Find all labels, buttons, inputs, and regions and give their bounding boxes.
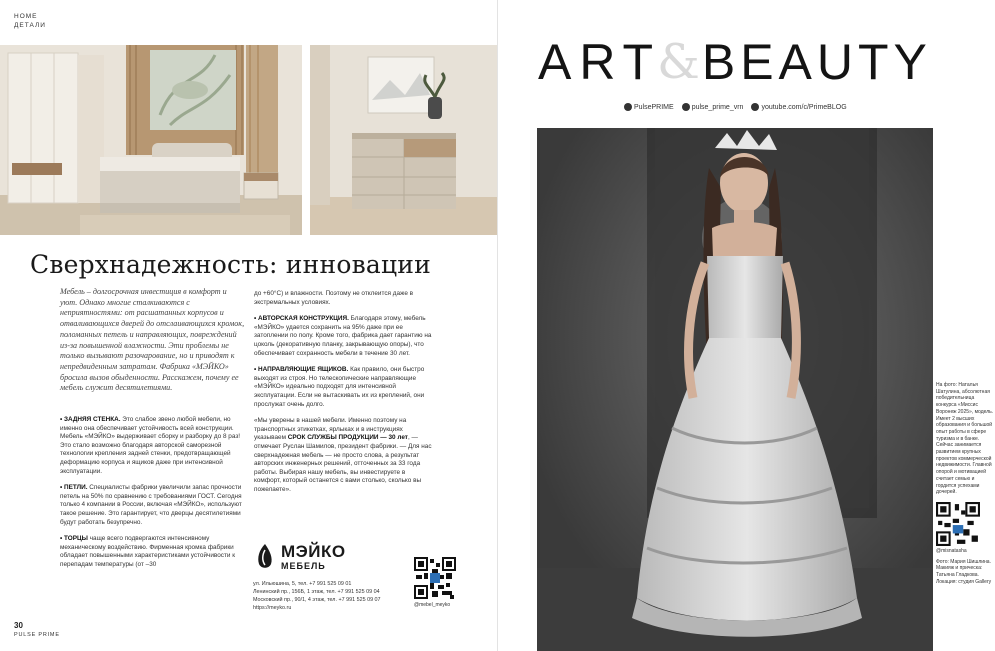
section-top: HOME	[14, 13, 38, 20]
masthead-art: ART	[538, 34, 662, 90]
social-youtube[interactable]: youtube.com/c/PrimeBLOG	[751, 103, 846, 111]
address-line: ул. Ильюшина, 5, тел. +7 991 525 09 01	[253, 581, 352, 587]
youtube-icon	[751, 103, 759, 111]
meyko-qr-code	[414, 557, 456, 599]
president-quote: «Мы уверены в нашей мебели. Именно поэтому на транспортных этикетках, ярлыках и в инструкциях указываем СРОК СЛУЖБЫ ПРОДУКЦИИ — 30 лет, — отмечает Руслан Шамилов, президент фабрики. — Для нас сверхнадежная мебель — не просто слова, а результат авторских инженерных решений, отточенных за 33 года работы. Выбирая нашу мебель, вы инвестируете в комфорт, который останется с вами столько, сколько вы пожелаете».	[254, 417, 432, 493]
model-photo	[537, 128, 933, 651]
list-item: • ТОРЦЫ чаще всего подвергаются интенсивному механическому воздействию. Фирменная кромка фабрики обладает повышенными характеристиками устойчивости к перепадам температуры (от –30	[60, 535, 236, 568]
list-item: • ПЕТЛИ. Специалисты фабрики увеличили запас прочности петель на 50% по сравнению с требованиями ГОСТ. Сегодня только 4 компании в России, включая «МЭЙКО», используют такое решение. Это гарантирует, что дверцы десятилетиями будут работать безупречно.	[60, 484, 242, 526]
list-item: • АВТОРСКАЯ КОНСТРУКЦИЯ. Благодаря этому, мебель «МЭЙКО» удается сохранить на 95% даже при ее затоплении по полу. Кроме того, фабрика дает гарантию на цоколь (декоративную планку, закрывающую опоры), что обеспечивает сохранность мебели в течение 30 лет.	[254, 315, 432, 357]
social-vk[interactable]: PulsePRIME	[624, 103, 674, 111]
list-item: • НАПРАВЛЯЮЩИЕ ЯЩИКОВ. Как правило, они быстро выходят из строя. Но телескопические направляющие «МЭЙКО» идеально подходят для интенсивной эксплуатации. Если не вытаскивать их из креплений, они прослужат очень долго.	[254, 366, 425, 408]
store-addresses	[253, 580, 413, 612]
brand-name: МЭЙКО	[281, 542, 346, 561]
publication-name: PULSE PRIME	[14, 632, 60, 638]
right-page	[498, 0, 995, 651]
social-links	[624, 103, 847, 111]
model-handle: @misnatasha	[936, 547, 967, 554]
vk-icon	[624, 103, 632, 111]
col2-intro: до +60°С) и влажности. Поэтому не отклеится даже в экстремальных условиях.	[254, 290, 414, 306]
section-sub: ДЕТАЛИ	[14, 22, 46, 29]
meyko-logo-icon	[255, 542, 275, 572]
article-column-1	[60, 287, 245, 578]
social-telegram[interactable]: pulse_prime_vrn	[682, 103, 744, 111]
qr-caption: @mebel_meyko	[414, 602, 451, 608]
bedroom-photo	[0, 45, 302, 235]
model-qr-code	[936, 502, 980, 546]
model-credit: На фото: Наталья Шатулина, абсолютная победительница конкурса «Миссис Воронеж 2025», модель. Имеет 2 высших образования и большой опыт работы в сфере туризма и в банке. Сейчас занимается развитием крупных проектов коммерческой недвижимости. Главной опорой и мотивацией считает семью и гордится успехами дочерей.	[936, 382, 994, 496]
list-item: • ЗАДНЯЯ СТЕНКА. Это слабое звено любой мебели, но именно она обеспечивает устойчивость всей конструкции. Мебель «МЭЙКО» выдерживает сборку и разборку до 8 раз! Это стало возможно благодаря авторской саморезной технологии крепления задней стенки, предотвращающей деформацию корпуса и ящиков даже при интенсивной эксплуатации.	[60, 416, 241, 475]
website-link[interactable]: https://meyko.ru	[253, 605, 292, 611]
masthead-beauty: BEAUTY	[701, 34, 932, 90]
article-lead: Мебель – долгосрочная инвестиция в комфорт и уют. Однако многие сталкиваются с неприятностями: от расшатанных корпусов и отваливающихся дверей до отслаивающихся кромок, поломанных петель и направляющих, повреждений из-за повышенной влажности. Эти проблемы не только вызывают разочарование, но и приводят к непредвиденным затратам. Фабрика «МЭЙКО» бросила вызов обыденности. Расскажем, почему ее мебель служит десятилетиями.	[60, 287, 245, 393]
address-line: Ленинский пр., 156Б, 1 этаж, тел. +7 991 525 09 04	[253, 589, 380, 595]
meyko-logo	[255, 540, 365, 574]
masthead-ampersand: &	[657, 34, 700, 90]
address-line: Московский пр., 90/1, 4 этаж, тел. +7 991 525 09 07	[253, 597, 381, 603]
telegram-icon	[682, 103, 690, 111]
photographer-credit: Фото: Мария Шишлина. Макияж и прическа: Татьяна Гладкова. Локация: студия Gallery	[936, 558, 992, 585]
section-label	[14, 12, 46, 30]
page-number: 30	[14, 621, 23, 630]
photo-credits	[936, 382, 994, 589]
article-column-2	[254, 290, 432, 502]
article-headline: Сверхнадежность: инновации	[30, 250, 432, 279]
dresser-photo	[310, 45, 498, 235]
brand-sub: МЕБЕЛЬ	[281, 561, 326, 571]
art-beauty-masthead	[538, 36, 978, 88]
